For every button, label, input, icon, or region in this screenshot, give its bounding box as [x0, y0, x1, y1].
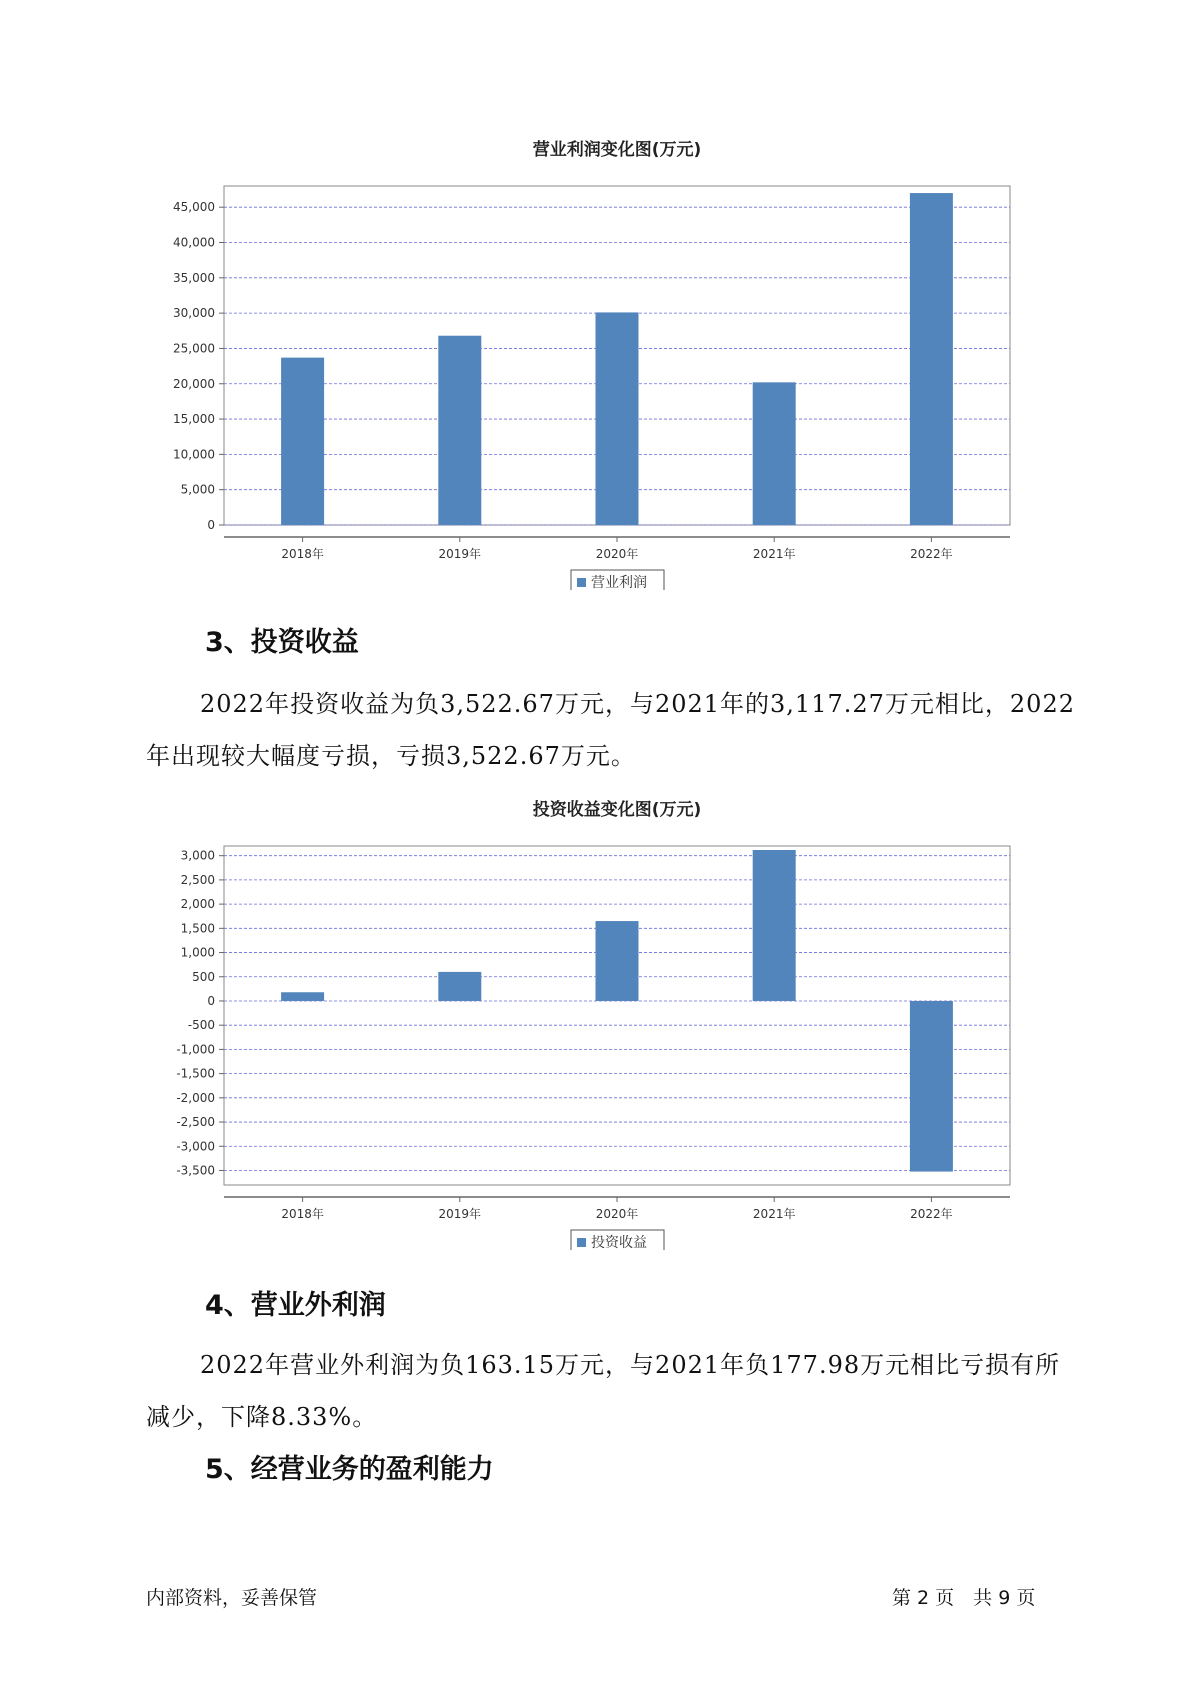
x-tick-label: 2018年 — [281, 547, 324, 561]
y-tick-label: 1,000 — [180, 945, 215, 960]
y-tick-label: 30,000 — [173, 306, 215, 321]
section-3-heading: 3、投资收益 — [205, 627, 359, 658]
x-tick-label: 2020年 — [595, 547, 639, 561]
chart-title: 投资收益变化图(万元) — [532, 800, 702, 820]
y-tick-label: -3,000 — [176, 1139, 215, 1154]
y-tick-label: -2,500 — [176, 1115, 215, 1130]
y-tick-label: 2,000 — [180, 897, 215, 912]
y-tick-label: 0 — [207, 518, 215, 532]
y-tick-label: 15,000 — [173, 412, 215, 427]
bar-2022年 — [910, 193, 953, 525]
footer-left: 内部资料，妥善保管 — [146, 1587, 318, 1609]
plot-frame — [224, 846, 1010, 1185]
chart-title: 营业利润变化图(万元) — [532, 140, 702, 160]
section-4-heading: 4、营业外利润 — [205, 1290, 386, 1321]
section-5-heading: 5、经营业务的盈利能力 — [205, 1454, 494, 1485]
y-tick-label: -500 — [187, 1018, 215, 1033]
x-tick-label: 2019年 — [438, 1207, 482, 1221]
y-tick-label: 0 — [207, 993, 215, 1008]
x-tick-label: 2022年 — [910, 547, 953, 561]
y-tick-label: 500 — [192, 969, 215, 984]
bar-2021年 — [753, 850, 796, 1001]
x-tick-label: 2021年 — [752, 547, 796, 561]
x-tick-label: 2021年 — [752, 1207, 796, 1221]
y-tick-label: -3,500 — [176, 1163, 215, 1178]
x-tick-label: 2022年 — [910, 1207, 953, 1221]
investment-income-chart-svg — [0, 790, 1191, 1250]
y-tick-label: 40,000 — [173, 235, 215, 250]
bar-2021年 — [753, 382, 796, 525]
y-tick-label: 45,000 — [173, 200, 215, 215]
investment-income-chart — [0, 790, 1191, 1250]
section-3-paragraph: 2022年投资收益为负3,522.67万元，与2021年的3,117.27万元相比，2022年出现较大幅度亏损，亏损3,522.67万元。 — [146, 690, 1075, 770]
legend-swatch — [577, 1238, 586, 1247]
y-tick-label: 3,000 — [180, 848, 215, 863]
y-tick-label: 35,000 — [173, 270, 215, 285]
y-tick-label: -2,000 — [176, 1090, 215, 1105]
bar-2020年 — [596, 921, 639, 1001]
operating-profit-chart-svg — [0, 130, 1191, 590]
bar-2018年 — [281, 992, 324, 1001]
footer-page-number: 第 2 页 共 9 页 — [892, 1587, 1036, 1609]
y-tick-label: 20,000 — [173, 376, 215, 391]
bar-2018年 — [281, 358, 324, 525]
bar-2020年 — [596, 312, 639, 525]
x-tick-label: 2019年 — [438, 547, 482, 561]
y-tick-label: 2,500 — [180, 872, 215, 887]
y-tick-label: 25,000 — [173, 341, 215, 356]
x-tick-label: 2018年 — [281, 1207, 324, 1221]
y-tick-label: 1,500 — [180, 921, 215, 936]
y-tick-label: -1,000 — [176, 1042, 215, 1057]
legend-swatch — [577, 578, 586, 587]
x-tick-label: 2020年 — [595, 1207, 639, 1221]
bar-2019年 — [438, 972, 481, 1001]
bar-2022年 — [910, 1001, 953, 1172]
legend-label: 营业利润 — [591, 575, 647, 590]
section-4-paragraph: 2022年营业外利润为负163.15万元，与2021年负177.98万元相比亏损有所减少，下降8.33%。 — [146, 1351, 1061, 1431]
operating-profit-chart — [0, 130, 1191, 590]
bar-2019年 — [438, 336, 481, 525]
y-tick-label: 10,000 — [173, 447, 215, 462]
y-tick-label: 5,000 — [180, 482, 215, 497]
legend-label: 投资收益 — [591, 1235, 647, 1250]
y-tick-label: -1,500 — [176, 1066, 215, 1081]
